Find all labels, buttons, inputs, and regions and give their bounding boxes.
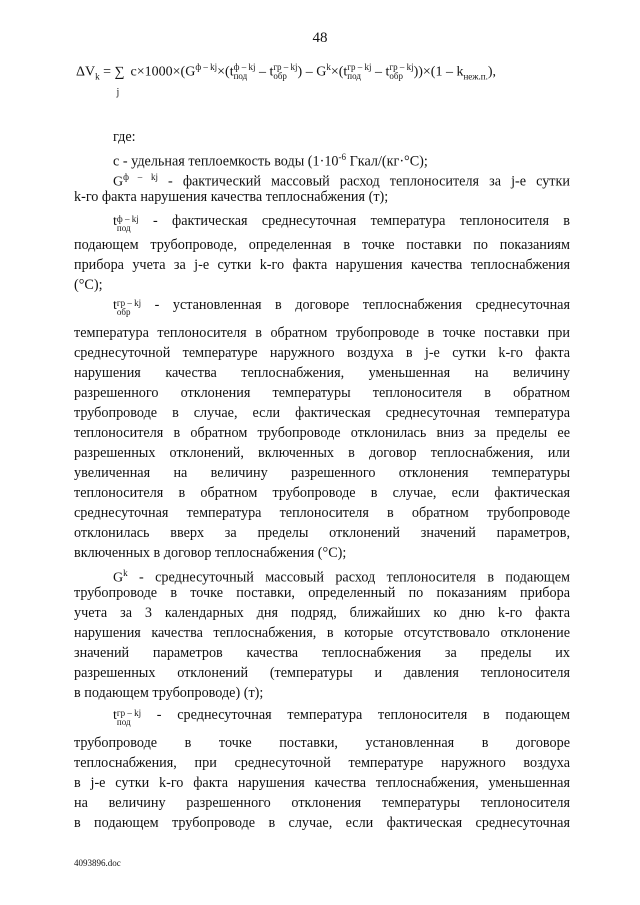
formula-g2-sup: k — [326, 62, 331, 72]
sym-t: t — [113, 708, 117, 723]
sum-sign: ∑ — [114, 64, 125, 80]
text-line: температура теплоносителя в обратном трубопроводе в точке поставки при — [74, 325, 570, 341]
t2-sup: гр – kj — [273, 62, 298, 73]
def-g-k-text: - среднесуточный массовый расход теплоносителя в подающем — [127, 569, 570, 586]
text-line: разрешенных отклонений, включенных в договор теплоснабжения, или — [74, 445, 570, 461]
sym-t-sub: под — [116, 717, 131, 727]
sym-t-indices — [117, 215, 139, 233]
def-t-fact — [113, 212, 570, 233]
formula-g-sup: ф – kj — [195, 62, 218, 72]
sym-g: G — [113, 174, 124, 190]
text-line: увеличенная на величину разрешенного отклонения температуры — [74, 465, 570, 481]
formula-t4-indices — [389, 63, 413, 81]
text-line: разрешенных отклонений (температуры и давления теплоносителя — [74, 665, 570, 681]
def-c-end: Гкал/(кг·°С); — [346, 153, 428, 170]
text-line: (°С); — [74, 277, 103, 293]
sym-t: t — [113, 214, 117, 229]
text-line: трубопроводе в случае, если фактическая среднесуточная температура — [74, 405, 570, 421]
sym-t-indices — [117, 709, 141, 727]
text-line: учета за 3 календарных дня подряд, ближайших ко дню k-го факта — [74, 605, 570, 621]
formula-part1: c×1000×(G — [130, 64, 196, 80]
text-line: включенных в договор теплоснабжения (°С); — [74, 545, 347, 561]
text-line: разрешенного отклонения температуры теплоносителя в обратном — [74, 385, 570, 401]
sym-t-sub: обр — [116, 307, 131, 317]
def-t-obr — [113, 296, 570, 317]
def-c-sup: -6 — [338, 152, 347, 162]
text-line: теплоснабжения, при среднесуточной температуре наружного воздуха — [74, 755, 570, 771]
formula-part2: ×(t — [217, 64, 234, 80]
formula-minus: – t — [255, 64, 274, 80]
page-number: 48 — [312, 30, 328, 46]
text-line: в подающем трубопроводе в случае, если фактическая среднесуточная — [74, 815, 570, 831]
sum-index: j — [116, 86, 120, 98]
formula-eq: = — [103, 64, 112, 80]
text-line: трубопроводе в точке поставки, установленная в договоре — [74, 735, 570, 751]
formula-part5: ))×(1 – k — [413, 64, 464, 80]
where-label: где: — [113, 129, 136, 145]
text-line: нарушения качества теплоснабжения, в которые отсутствовало отклонение — [74, 625, 570, 641]
def-t-pod — [113, 706, 570, 727]
formula-t1-indices — [234, 63, 256, 81]
formula-t2-indices — [273, 63, 297, 81]
formula — [76, 62, 596, 106]
t4-sup: гр – kj — [389, 62, 414, 73]
footer-filename: 4093896.doc — [74, 858, 121, 868]
text-line: прибора учета за j-е сутки k-го факта нарушения качества теплоснабжения — [74, 257, 570, 273]
formula-t3-indices — [347, 63, 371, 81]
t2-sub: обр — [273, 71, 287, 82]
text-line: теплоносителя в обратном трубопроводе в случае, если фактическая — [74, 485, 570, 501]
t1-sub: под — [233, 71, 248, 82]
sym-t-sup: гр – kj — [116, 708, 142, 718]
sym-t-sup: ф – kj — [116, 214, 139, 224]
def-t-fact-text: - фактическая среднесуточная температура теплоносителя в — [138, 213, 570, 229]
text-line: среднесуточной температуре наружного воздуха в j-е сутки k-го факта — [74, 345, 570, 361]
t1-sup: ф – kj — [233, 62, 256, 73]
formula-part4: ×(t — [330, 64, 348, 80]
def-c-text: c - удельная теплоемкость воды (1·10 — [113, 153, 339, 170]
text-line: трубопроводе в точке поставки, определенный по показаниям прибора — [74, 585, 570, 601]
sym-g: G — [113, 570, 124, 586]
text-line: k-го факта нарушения качества теплоснабжения (т); — [74, 189, 389, 205]
def-t-pod-text: - среднесуточная температура теплоносителя в подающем — [141, 707, 570, 723]
text-line: среднесуточная температура теплоносителя в обратном трубопроводе — [74, 505, 570, 521]
sym-t-sup: гр – kj — [116, 298, 142, 308]
formula-end: ), — [487, 64, 496, 80]
def-g-fact-text: - фактический массовый расход теплоносителя за j-е сутки — [157, 173, 570, 190]
t4-sub: обр — [389, 71, 403, 82]
formula-part3: ) – G — [297, 64, 327, 80]
formula-sum — [114, 64, 131, 98]
formula-lhs-sub: k — [95, 71, 100, 82]
t3-sub: под — [347, 71, 361, 82]
text-line: значений параметров качества теплоснабжения за пределы их — [74, 645, 570, 661]
formula-k-sub: неж.п. — [463, 71, 488, 82]
sym-t-sub: под — [116, 223, 131, 233]
def-t-obr-text: - установленная в договоре теплоснабжения среднесуточная — [141, 297, 570, 313]
text-line: подающем трубопроводе, определенная в точке поставки по показаниям — [74, 237, 570, 253]
sym-g-sup: k — [123, 568, 128, 578]
text-line: в подающем трубопроводе) (т); — [74, 685, 264, 701]
text-line: в j-е сутки k-го факта нарушения качества теплоснабжения, уменьшенная — [74, 775, 570, 791]
text-line: на величину разрешенного отклонения температуры теплоносителя — [74, 795, 570, 811]
sym-t-indices — [117, 299, 141, 317]
sym-g-sup: ф – kj — [123, 172, 158, 182]
formula-lhs: ΔV — [76, 64, 96, 80]
text-line: отклонилась вверх за пределы отклонений значений параметров, — [74, 525, 570, 541]
formula-minus2: – t — [371, 64, 390, 80]
text-line: нарушения качества теплоснабжения, уменьшенная на величину — [74, 365, 570, 381]
t3-sup: гр – kj — [347, 62, 372, 73]
sym-t: t — [113, 298, 117, 313]
text-line: теплоносителя в обратном трубопроводе отклонилась вниз за пределы ее — [74, 425, 570, 441]
